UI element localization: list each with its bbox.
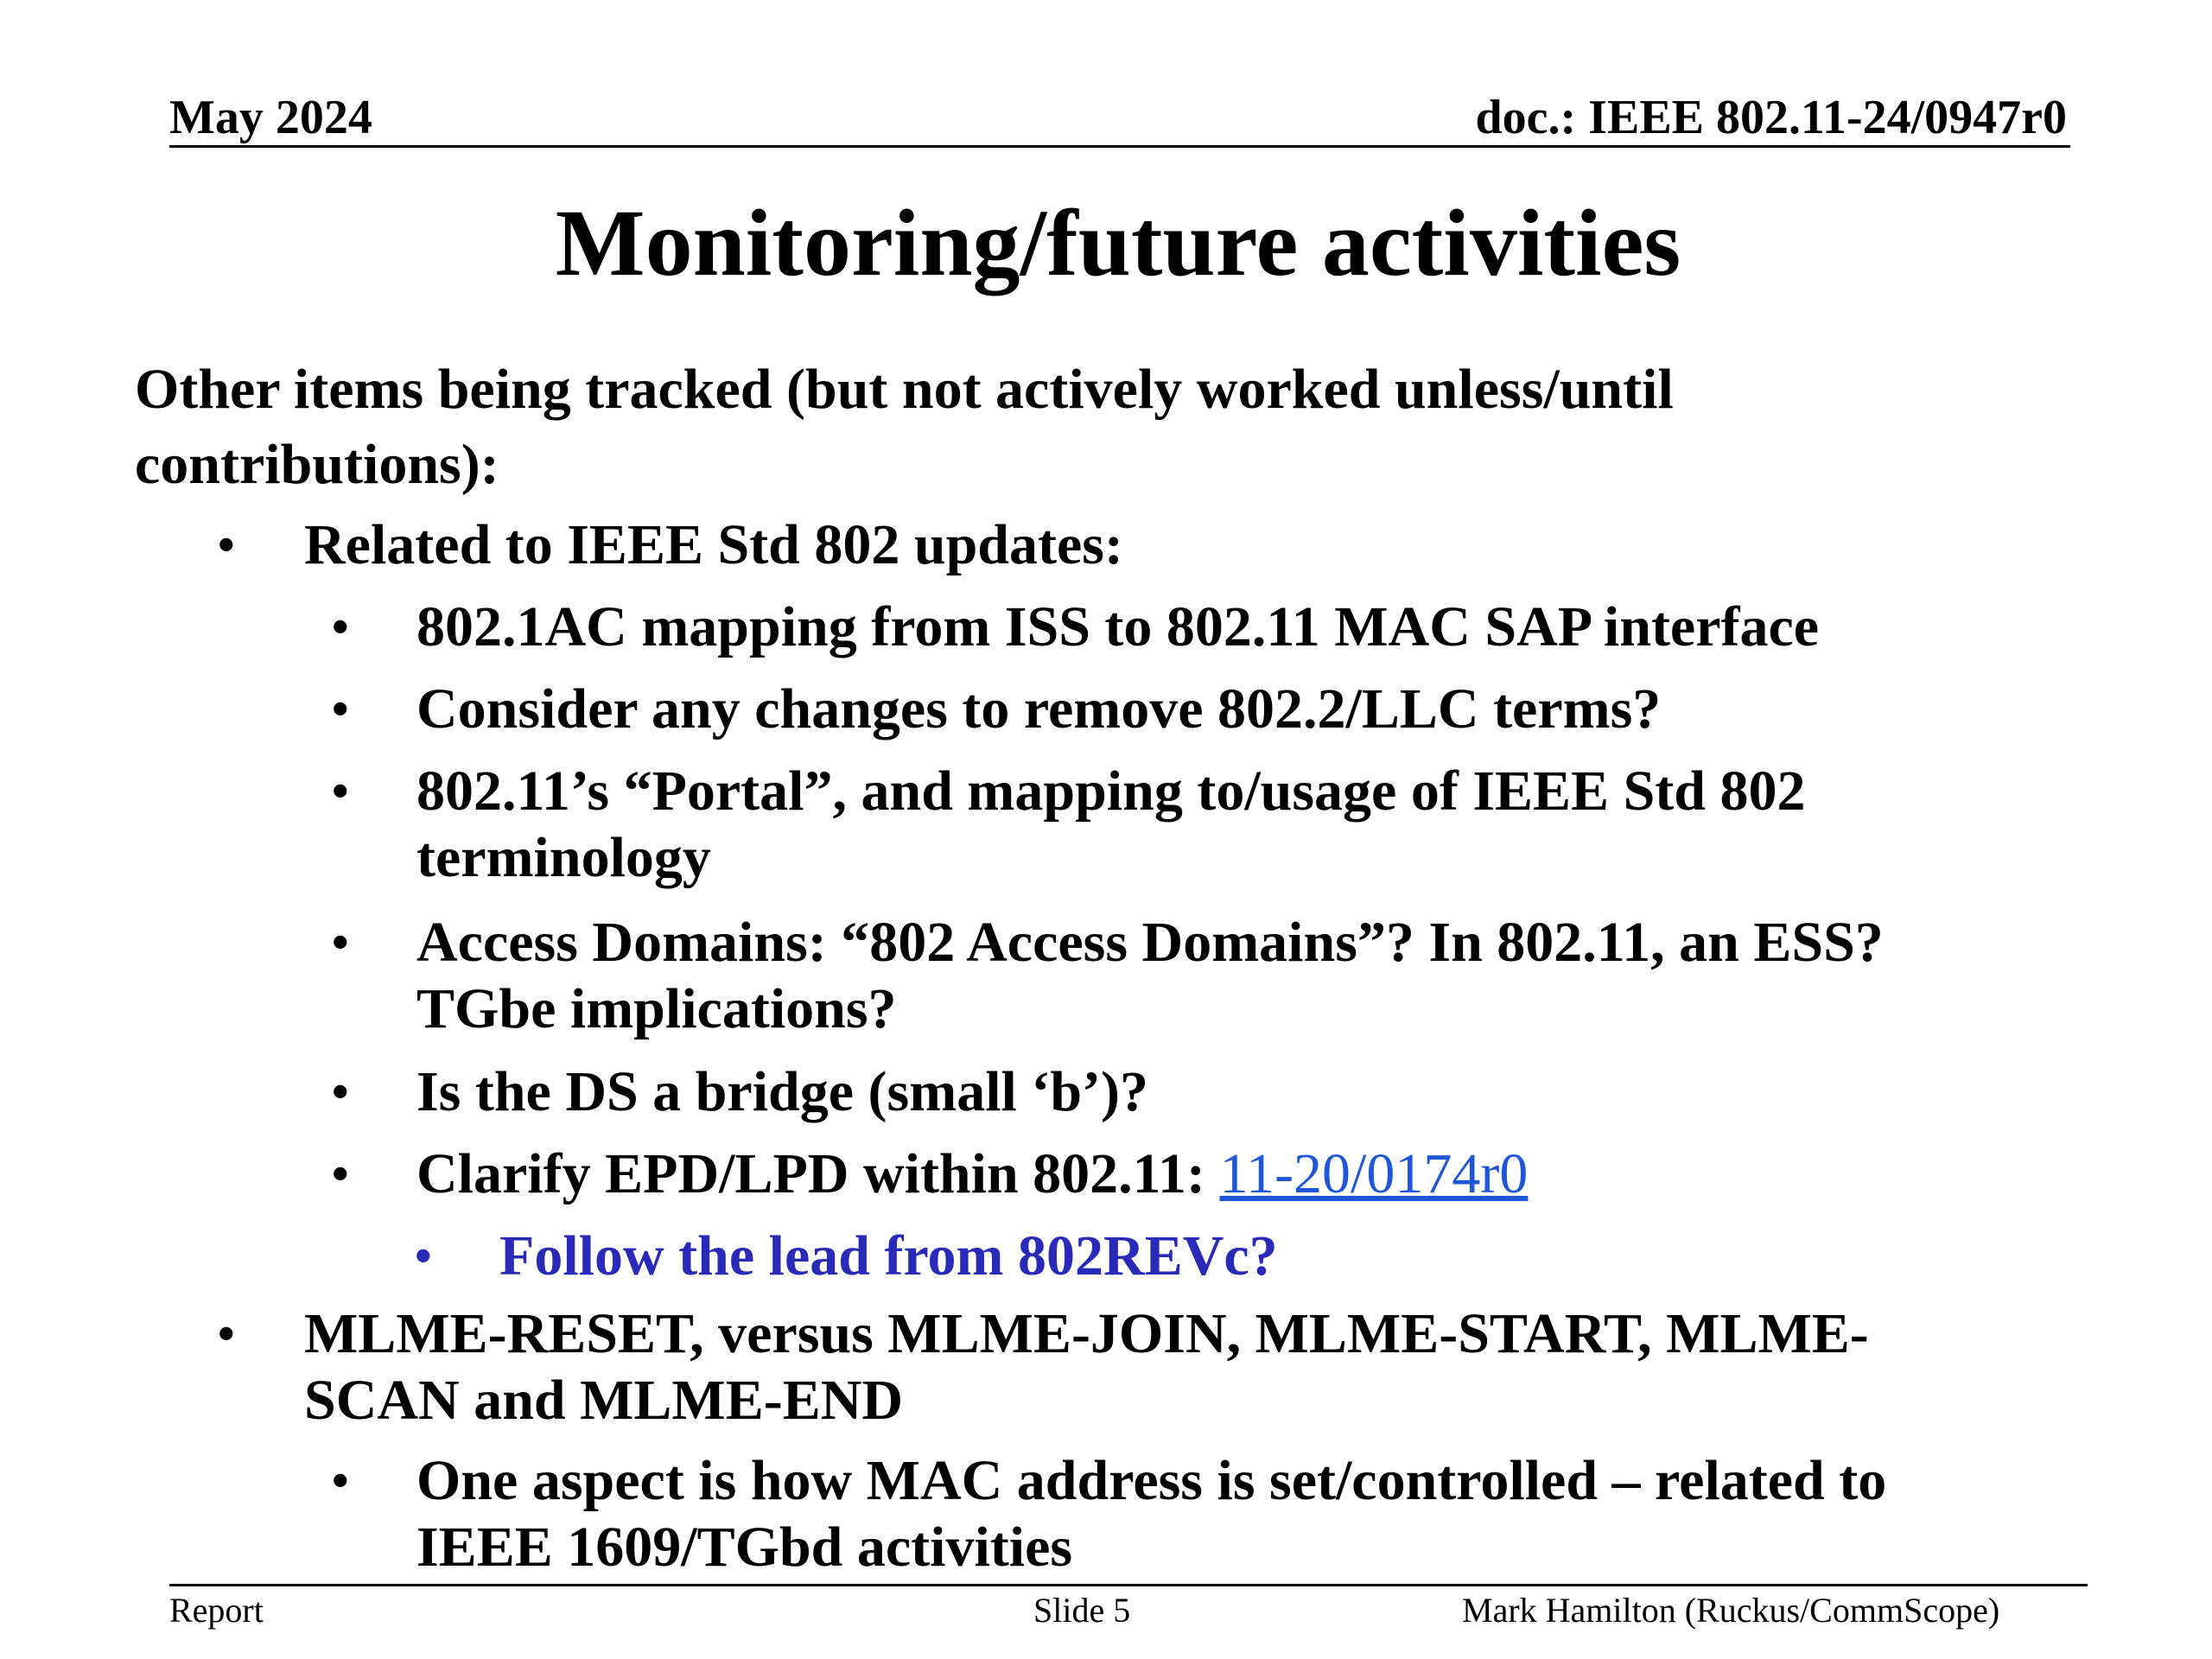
subbullet-epd-lpd bbox=[416, 1142, 1529, 1205]
bullet-icon: • bbox=[332, 765, 349, 818]
bullet-icon: • bbox=[332, 916, 349, 969]
subsubbullet-802revc: Follow the lead from 802REVc? bbox=[499, 1224, 1278, 1287]
subbullet-mac-address-line-2: IEEE 1609/TGbd activities bbox=[416, 1516, 1073, 1579]
footer-slide-number: Slide 5 bbox=[1033, 1591, 1131, 1630]
bullet-icon: • bbox=[332, 1454, 349, 1508]
bullet-icon: • bbox=[332, 683, 349, 736]
subbullet-remove-llc-terms: Consider any changes to remove 802.2/LLC terms? bbox=[416, 677, 1662, 741]
subbullet-mac-address-line-1: One aspect is how MAC address is set/controlled – related to bbox=[416, 1449, 1887, 1512]
bullet-icon: • bbox=[218, 518, 235, 572]
bullet-icon: • bbox=[332, 1065, 349, 1119]
bullet-icon: • bbox=[332, 1147, 349, 1201]
intro-line-1: Other items being tracked (but not actively worked unless/until bbox=[135, 358, 1674, 421]
subbullet-portal-line-1: 802.11’s “Portal”, and mapping to/usage of IEEE Std 802 bbox=[416, 760, 1806, 823]
footer-report: Report bbox=[169, 1591, 264, 1630]
subbullet-epd-lpd-text: Clarify EPD/LPD within 802.11: bbox=[416, 1142, 1220, 1205]
subbullet-access-domains-line-1: Access Domains: “802 Access Domains”? In 802.11, an ESS? bbox=[416, 911, 1884, 974]
bullet-ieee802-updates: Related to IEEE Std 802 updates: bbox=[304, 513, 1123, 576]
subbullet-portal-line-2: terminology bbox=[416, 826, 711, 889]
document-link[interactable]: 11-20/0174r0 bbox=[1219, 1142, 1529, 1205]
bullet-mlme-line-2: SCAN and MLME-END bbox=[304, 1369, 904, 1432]
bullet-icon: • bbox=[332, 601, 349, 654]
header-date: May 2024 bbox=[169, 91, 372, 144]
subbullet-access-domains-line-2: TGbe implications? bbox=[416, 977, 897, 1040]
bullet-mlme-line-1: MLME-RESET, versus MLME-JOIN, MLME-START, MLME- bbox=[304, 1302, 1869, 1365]
footer-rule bbox=[169, 1584, 2088, 1586]
subbullet-ds-bridge: Is the DS a bridge (small ‘b’)? bbox=[416, 1060, 1149, 1123]
header-rule bbox=[169, 145, 2070, 148]
bullet-icon: • bbox=[415, 1230, 432, 1283]
slide-title: Monitoring/future activities bbox=[555, 190, 1681, 296]
footer-author: Mark Hamilton (Ruckus/CommScope) bbox=[1462, 1591, 2000, 1630]
subbullet-8021ac-mapping: 802.1AC mapping from ISS to 802.11 MAC SAP interface bbox=[416, 595, 1820, 658]
bullet-icon: • bbox=[218, 1307, 235, 1361]
intro-line-2: contributions): bbox=[135, 433, 499, 496]
header-doc-number: doc.: IEEE 802.11-24/0947r0 bbox=[1475, 91, 2067, 144]
